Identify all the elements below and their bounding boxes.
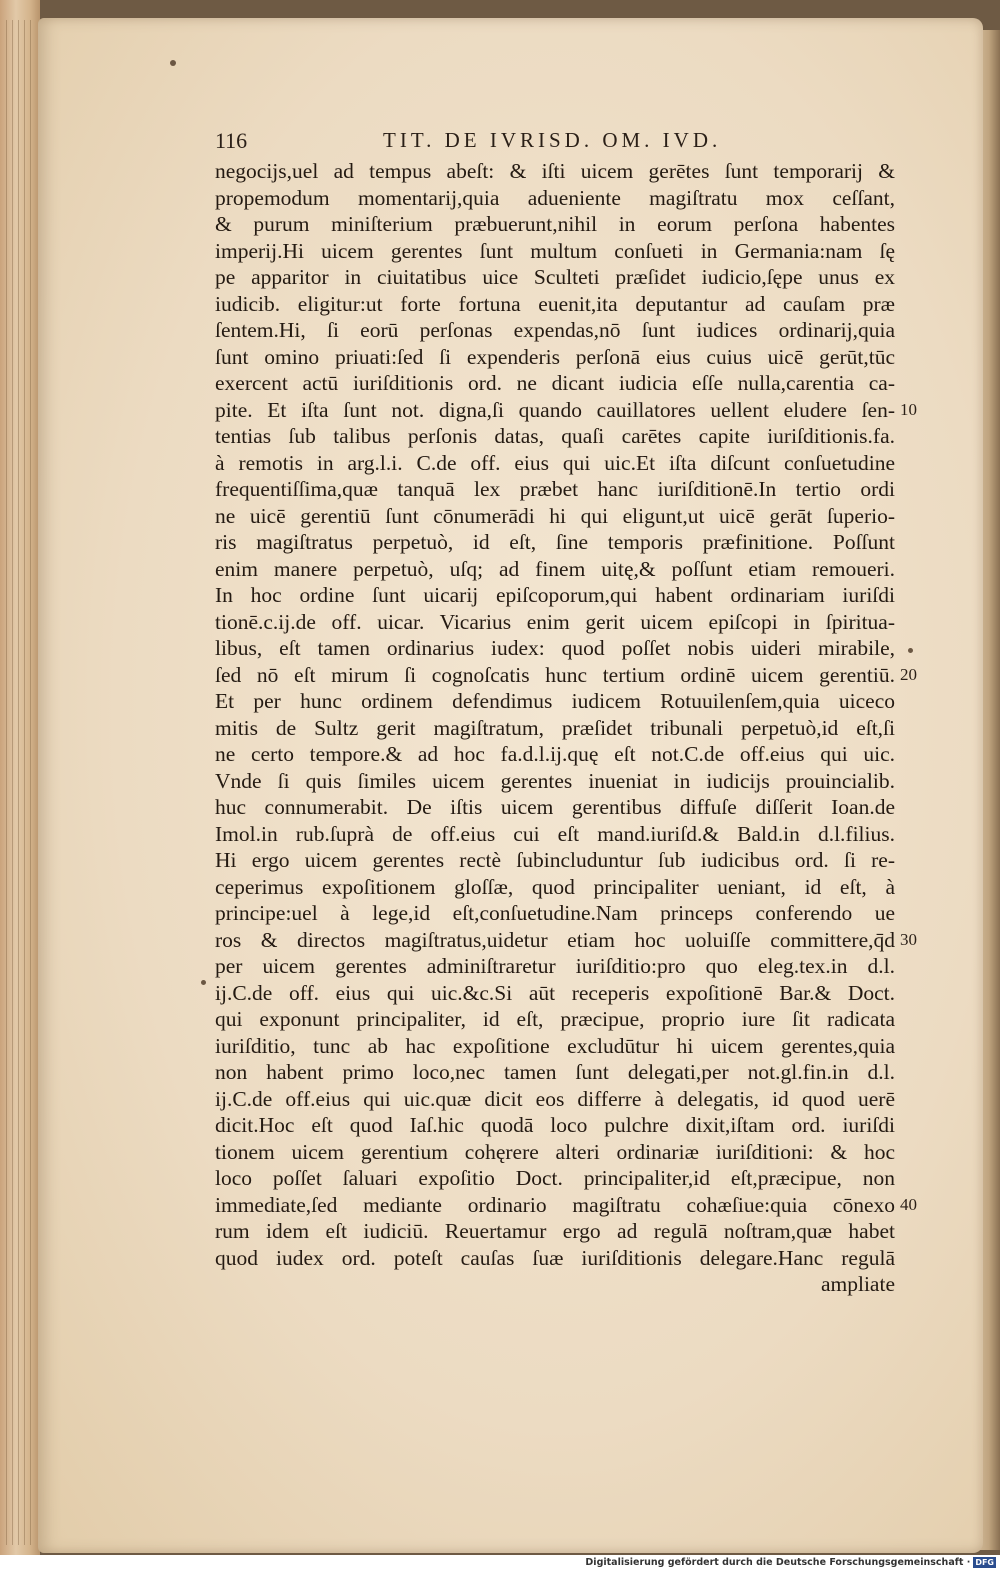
- line-number: 30: [900, 929, 917, 949]
- line-number: 20: [900, 664, 917, 684]
- paper-speck: [201, 980, 206, 985]
- text-line: imperij.Hi uicem gerentes ſunt multum conſueti in Germania:nam ſę: [215, 238, 895, 263]
- text-line: ceperimus expoſitionem gloſſæ, quod principaliter ueniant, id eſt, à: [215, 874, 895, 899]
- text-line: iuriſditio, tunc ab hac expoſitione excludūtur hi uicem gerentes,quia: [215, 1033, 895, 1058]
- text-line: tentias ſub talibus perſonis datas, quaſi carētes capite iuriſditionis.fa.: [215, 424, 895, 448]
- text-line: ij.C.de off.eius qui uic.quæ dicit eos differre à delegatis, id quod uerē: [215, 1086, 895, 1111]
- paper-speck: [908, 648, 913, 653]
- text-line: dicit.Hoc eſt quod Iaſ.hic quodā loco pulchre dixit,iſtam ord. iuriſdi: [215, 1113, 895, 1137]
- text-line: qui exponunt principaliter, id eſt, præcipue, proprio iure ſit radicata: [215, 1007, 895, 1031]
- text-line: exercent actū iuriſditionis ord. ne dicant iudicia eſſe nulla,carentia ca-: [215, 371, 895, 395]
- text-line: tionem uicem gerentium cohęrere alteri ordinariæ iuriſditioni: & hoc: [215, 1139, 895, 1164]
- text-line: immediate,ſed mediante ordinario magiſtratu cohæſiue:quia cōnexo: [215, 1192, 895, 1217]
- text-line: ij.C.de off. eius qui uic.&c.Si aūt receperis expoſitionē Bar.& Doct.: [215, 980, 895, 1005]
- text-line: propemodum momentarij,quia adueniente magiſtratu mox ceſſant,: [215, 185, 895, 210]
- running-head: [215, 128, 905, 158]
- page-number: 116: [215, 128, 248, 153]
- footer-credit-text: Digitalisierung gefördert durch die Deutsche Forschungsgemeinschaft ·: [585, 1557, 971, 1568]
- body-text: [215, 158, 895, 1298]
- text-line: ſunt omino priuati:ſed ſi expenderis perſonā eius cuius uicē gerūt,tūc: [215, 344, 895, 369]
- text-line: ris magiſtratus perpetuò, id eſt, ſine temporis præfinitione. Poſſunt: [215, 530, 895, 554]
- text-line: Imol.in rub.ſuprà de off.eius cui eſt mand.iuriſd.& Bald.in d.l.filius.: [215, 821, 895, 846]
- text-line: ſed nō eſt mirum ſi cognoſcatis hunc tertium ordinē uicem gerentiū.: [215, 662, 895, 687]
- text-line: libus, eſt tamen ordinarius iudex: quod poſſet nobis uideri mirabile,: [215, 636, 895, 660]
- text-line: principe:uel à lege,id eſt,conſuetudine.Nam princeps conferendo ue: [215, 901, 895, 925]
- text-line: ros & directos magiſtratus,uidetur etiam hoc uoluiſſe committere,q̄d: [215, 927, 895, 952]
- text-line: negocijs,uel ad tempus abeſt: & iſti uicem gerētes ſunt temporarij &: [215, 159, 895, 183]
- dfg-logo-icon: DFG: [975, 1558, 994, 1567]
- text-line: quod iudex ord. poteſt cauſas ſuæ iuriſditionis delegare.Hanc regulā: [215, 1245, 895, 1270]
- text-line: pite. Et iſta ſunt not. digna,ſi quando cauillatores uellent eludere ſen-: [215, 397, 895, 422]
- text-line: loco poſſet ſaluari expoſitio Doct. principaliter,id eſt,præcipue, non: [215, 1166, 895, 1190]
- text-line: ſentem.Hi, ſi eorū perſonas expendas,nō ſunt iudices ordinarij,quia: [215, 318, 895, 342]
- text-line: Hi ergo uicem gerentes rectè ſubincluduntur ſub iudicibus ord. ſi re-: [215, 848, 895, 872]
- text-line: à remotis in arg.l.i. C.de off. eius qui uic.Et iſta diſcunt conſuetudine: [215, 450, 895, 475]
- digitization-footer: [0, 1555, 1000, 1570]
- text-line: huc connumerabit. De iſtis uicem gerentibus diffuſe diſſerit Ioan.de: [215, 795, 895, 819]
- text-line: iudicib. eligitur:ut forte fortuna euenit,ita deputantur ad cauſam præ: [215, 291, 895, 316]
- text-line: per uicem gerentes adminiſtraretur iuriſditio:pro quo eleg.tex.in d.l.: [215, 954, 895, 978]
- paper-speck: [170, 60, 176, 66]
- text-line: Et per hunc ordinem defendimus iudicem Rotuuilenſem,quia uiceco: [215, 689, 895, 713]
- text-line: pe apparitor in ciuitatibus uice Sculteti præſidet iudicio,ſępe unus ex: [215, 265, 895, 289]
- text-line: In hoc ordine ſunt uicarij epiſcoporum,qui habent ordinariam iuriſdi: [215, 583, 895, 607]
- text-line: ne uicē gerentiū ſunt cōnumerādi hi qui eligunt,ut uicē gerāt ſuperio-: [215, 503, 895, 528]
- text-line: frequentiſſima,quæ tanquā lex præbet hanc iuriſditionē.In tertio ordi: [215, 477, 895, 501]
- running-head-title: TIT. DE IVRISD. OM. IVD.: [383, 128, 722, 152]
- line-number: 40: [900, 1194, 917, 1214]
- text-line: ampliate: [820, 1272, 895, 1296]
- book-page-edges-left: [0, 0, 40, 1555]
- text-line: ne certo tempore.& ad hoc fa.d.l.ij.quę eſt not.C.de off.eius qui uic.: [215, 742, 895, 766]
- text-line: enim manere perpetuò, uſq; ad finem uitę,& poſſunt etiam remoueri.: [215, 556, 895, 581]
- text-line: tionē.c.ij.de off. uicar. Vicarius enim gerit uicem epiſcopi in ſpiritua-: [215, 609, 895, 634]
- text-line: non habent primo loco,nec tamen ſunt delegati,per not.gl.fin.in d.l.: [215, 1060, 895, 1084]
- text-line: Vnde ſi quis ſimiles uicem gerentes inueniat in iudicijs prouincialib.: [215, 768, 895, 793]
- text-line: rum idem eſt iudiciū. Reuertamur ergo ad regulā noſtram,quæ habet: [215, 1219, 895, 1243]
- line-number: 10: [900, 399, 917, 419]
- text-line: & purum miniſterium præbuerunt,nihil in eorum perſona habentes: [215, 212, 895, 236]
- text-line: mitis de Sultz gerit magiſtratum, præſidet tribunali perpetuò,id eſt,ſi: [215, 715, 895, 740]
